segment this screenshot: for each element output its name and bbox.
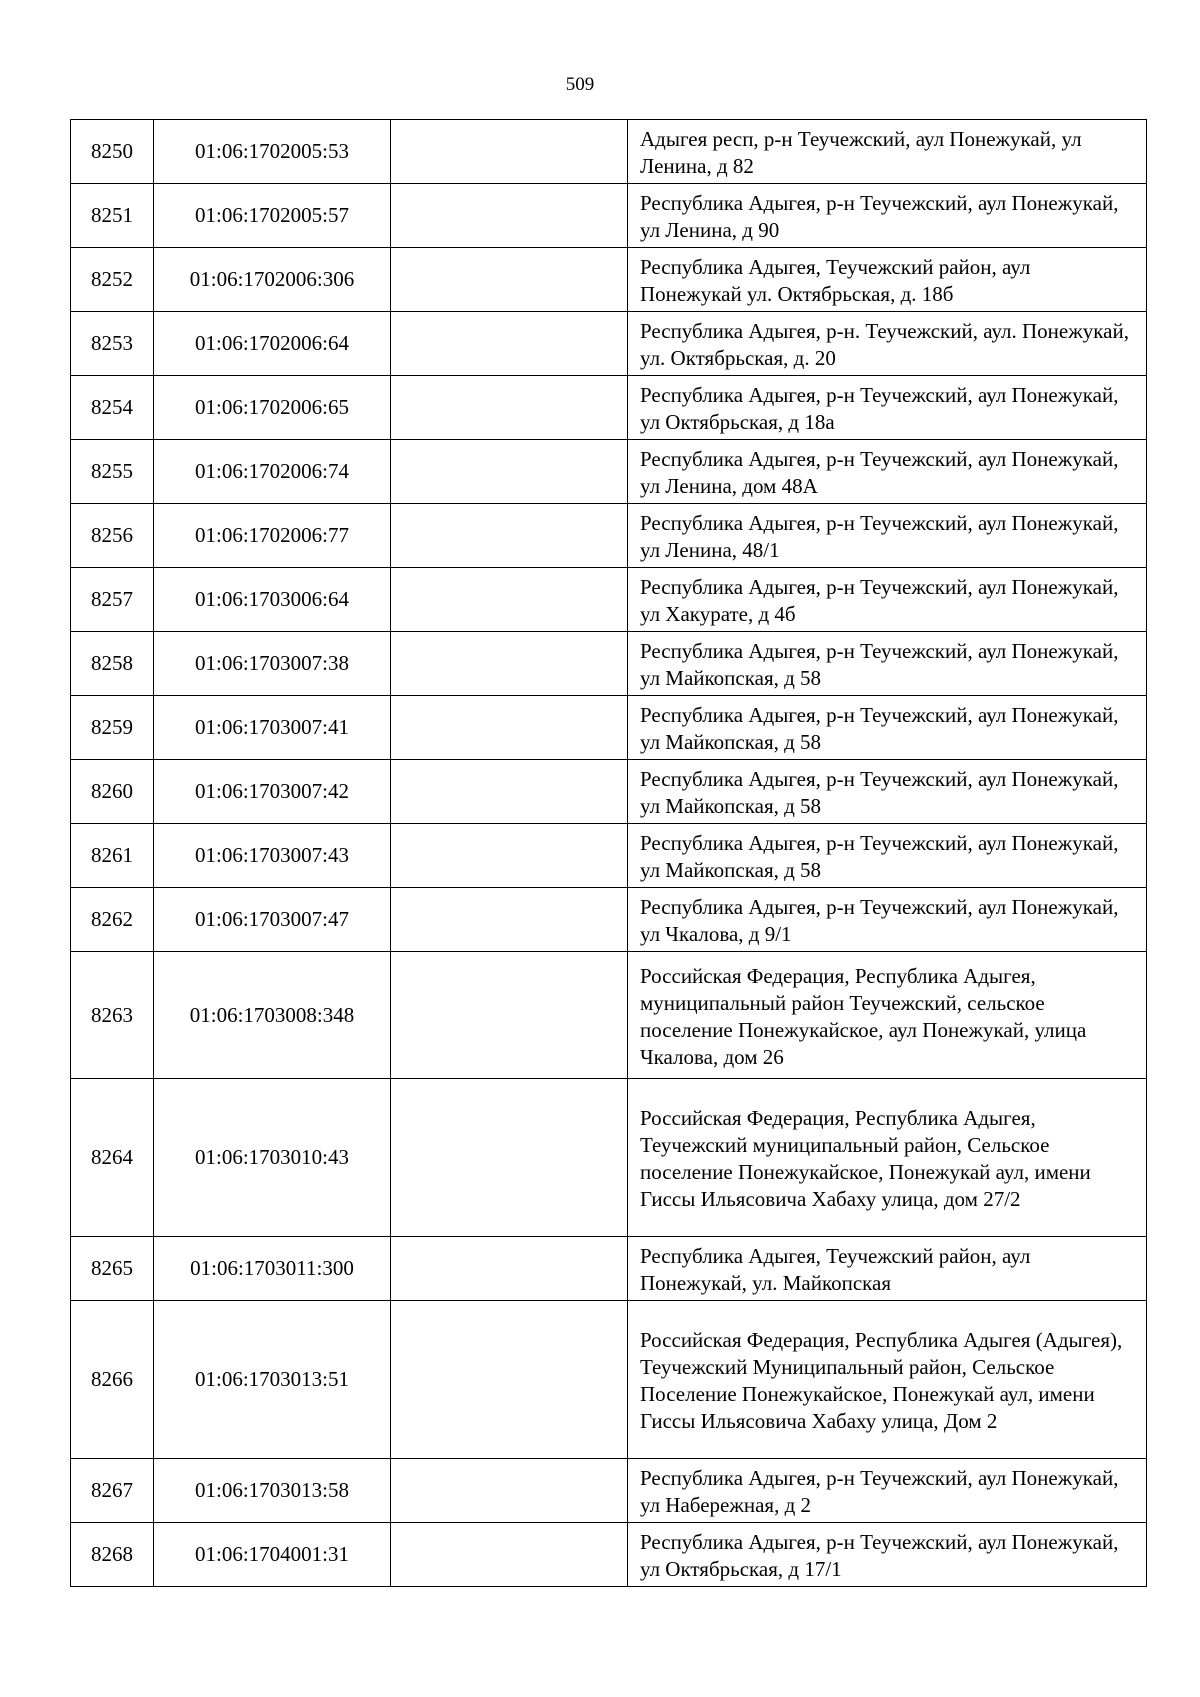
address-cell: Российская Федерация, Республика Адыгея, Теучежский муниципальный район, Сельское поселение Понежукайское, Понежукай аул, имени Гиссы Ильясовича Хабаху улица, дом 27/2 (628, 1079, 1147, 1237)
address-cell: Республика Адыгея, р-н Теучежский, аул Понежукай, ул Ленина, дом 48А (628, 440, 1147, 504)
row-number-cell: 8258 (71, 632, 154, 696)
empty-cell (391, 1301, 628, 1459)
table-row (71, 952, 1147, 1079)
row-number-cell: 8255 (71, 440, 154, 504)
table-row (71, 696, 1147, 760)
address-cell: Республика Адыгея, р-н Теучежский, аул Понежукай, ул Чкалова, д 9/1 (628, 888, 1147, 952)
table-row (71, 888, 1147, 952)
empty-cell (391, 248, 628, 312)
table-row (71, 632, 1147, 696)
table-row (71, 1301, 1147, 1459)
empty-cell (391, 312, 628, 376)
table-row (71, 1237, 1147, 1301)
address-cell: Республика Адыгея, р-н. Теучежский, аул. Понежукай, ул. Октябрьская, д. 20 (628, 312, 1147, 376)
cadastral-number-cell: 01:06:1703013:58 (154, 1459, 391, 1523)
cadastral-number-cell: 01:06:1703011:300 (154, 1237, 391, 1301)
empty-cell (391, 504, 628, 568)
row-number-cell: 8261 (71, 824, 154, 888)
address-cell: Республика Адыгея, р-н Теучежский, аул Понежукай, ул Октябрьская, д 17/1 (628, 1523, 1147, 1587)
address-cell: Российская Федерация, Республика Адыгея, муниципальный район Теучежский, сельское поселение Понежукайское, аул Понежукай, улица Чкалова, дом 26 (628, 952, 1147, 1079)
empty-cell (391, 824, 628, 888)
row-number-cell: 8251 (71, 184, 154, 248)
address-cell: Республика Адыгея, р-н Теучежский, аул Понежукай, ул Ленина, д 90 (628, 184, 1147, 248)
cadastral-number-cell: 01:06:1703013:51 (154, 1301, 391, 1459)
page-number: 509 (565, 74, 595, 95)
table-row (71, 504, 1147, 568)
table-row (71, 312, 1147, 376)
row-number-cell: 8264 (71, 1079, 154, 1237)
empty-cell (391, 1459, 628, 1523)
row-number-cell: 8259 (71, 696, 154, 760)
row-number-cell: 8262 (71, 888, 154, 952)
cadastral-number-cell: 01:06:1703007:41 (154, 696, 391, 760)
empty-cell (391, 952, 628, 1079)
table-row (71, 568, 1147, 632)
cadastral-number-cell: 01:06:1703006:64 (154, 568, 391, 632)
table-row (71, 1079, 1147, 1237)
address-cell: Республика Адыгея, р-н Теучежский, аул Понежукай, ул Хакурате, д 4б (628, 568, 1147, 632)
row-number-cell: 8254 (71, 376, 154, 440)
empty-cell (391, 1237, 628, 1301)
address-cell: Республика Адыгея, р-н Теучежский, аул Понежукай, ул Майкопская, д 58 (628, 696, 1147, 760)
address-cell: Республика Адыгея, р-н Теучежский, аул Понежукай, ул Майкопская, д 58 (628, 824, 1147, 888)
row-number-cell: 8266 (71, 1301, 154, 1459)
table-row (71, 120, 1147, 184)
cadastral-number-cell: 01:06:1703007:47 (154, 888, 391, 952)
empty-cell (391, 888, 628, 952)
empty-cell (391, 376, 628, 440)
empty-cell (391, 696, 628, 760)
cadastral-number-cell: 01:06:1703007:38 (154, 632, 391, 696)
registry-table (70, 119, 1147, 1587)
table-row (71, 1523, 1147, 1587)
cadastral-number-cell: 01:06:1704001:31 (154, 1523, 391, 1587)
row-number-cell: 8252 (71, 248, 154, 312)
address-cell: Республика Адыгея, р-н Теучежский, аул Понежукай, ул Набережная, д 2 (628, 1459, 1147, 1523)
cadastral-number-cell: 01:06:1702006:64 (154, 312, 391, 376)
address-cell: Адыгея респ, р-н Теучежский, аул Понежукай, ул Ленина, д 82 (628, 120, 1147, 184)
table-row (71, 184, 1147, 248)
cadastral-number-cell: 01:06:1703007:42 (154, 760, 391, 824)
row-number-cell: 8265 (71, 1237, 154, 1301)
row-number-cell: 8260 (71, 760, 154, 824)
cadastral-number-cell: 01:06:1702006:77 (154, 504, 391, 568)
empty-cell (391, 760, 628, 824)
row-number-cell: 8253 (71, 312, 154, 376)
address-cell: Республика Адыгея, Теучежский район, аул Понежукай ул. Октябрьская, д. 18б (628, 248, 1147, 312)
table-row (71, 1459, 1147, 1523)
row-number-cell: 8256 (71, 504, 154, 568)
empty-cell (391, 184, 628, 248)
table-row (71, 440, 1147, 504)
address-cell: Российская Федерация, Республика Адыгея (Адыгея), Теучежский Муниципальный район, Сельское Поселение Понежукайское, Понежукай аул, имени Гиссы Ильясовича Хабаху улица, Дом 2 (628, 1301, 1147, 1459)
cadastral-number-cell: 01:06:1702005:53 (154, 120, 391, 184)
table-row (71, 248, 1147, 312)
empty-cell (391, 1079, 628, 1237)
row-number-cell: 8267 (71, 1459, 154, 1523)
address-cell: Республика Адыгея, р-н Теучежский, аул Понежукай, ул Майкопская, д 58 (628, 760, 1147, 824)
cadastral-number-cell: 01:06:1702006:65 (154, 376, 391, 440)
table-row (71, 376, 1147, 440)
table-row (71, 760, 1147, 824)
address-cell: Республика Адыгея, р-н Теучежский, аул Понежукай, ул Ленина, 48/1 (628, 504, 1147, 568)
cadastral-number-cell: 01:06:1702005:57 (154, 184, 391, 248)
row-number-cell: 8268 (71, 1523, 154, 1587)
cadastral-number-cell: 01:06:1703010:43 (154, 1079, 391, 1237)
row-number-cell: 8263 (71, 952, 154, 1079)
table-row (71, 824, 1147, 888)
row-number-cell: 8257 (71, 568, 154, 632)
cadastral-number-cell: 01:06:1703008:348 (154, 952, 391, 1079)
empty-cell (391, 1523, 628, 1587)
empty-cell (391, 568, 628, 632)
cadastral-number-cell: 01:06:1702006:306 (154, 248, 391, 312)
address-cell: Республика Адыгея, р-н Теучежский, аул Понежукай, ул Майкопская, д 58 (628, 632, 1147, 696)
address-cell: Республика Адыгея, р-н Теучежский, аул Понежукай, ул Октябрьская, д 18а (628, 376, 1147, 440)
empty-cell (391, 440, 628, 504)
row-number-cell: 8250 (71, 120, 154, 184)
cadastral-number-cell: 01:06:1702006:74 (154, 440, 391, 504)
address-cell: Республика Адыгея, Теучежский район, аул Понежукай, ул. Майкопская (628, 1237, 1147, 1301)
empty-cell (391, 632, 628, 696)
empty-cell (391, 120, 628, 184)
cadastral-number-cell: 01:06:1703007:43 (154, 824, 391, 888)
